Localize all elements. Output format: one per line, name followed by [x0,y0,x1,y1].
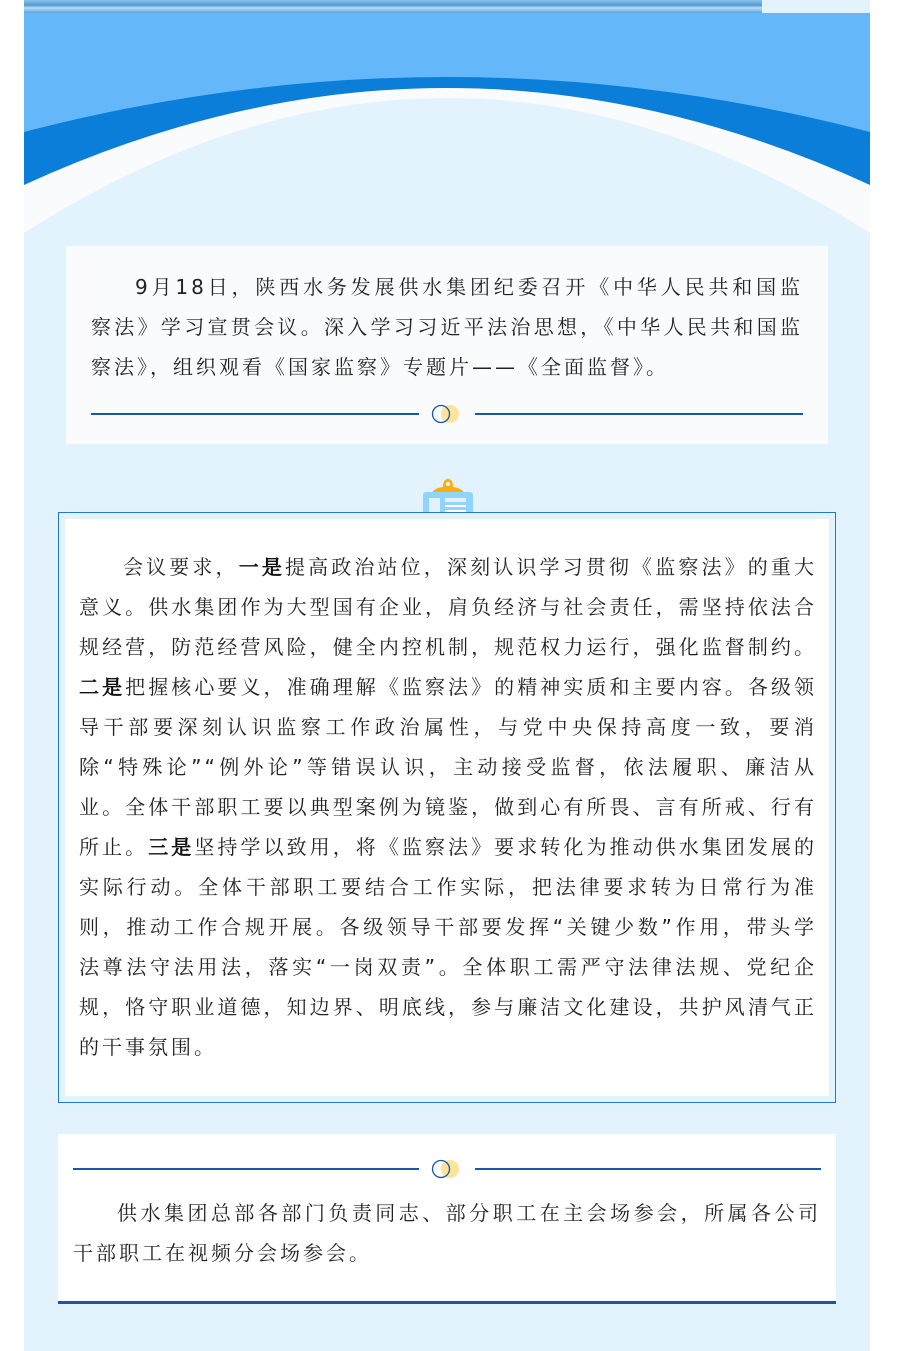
emphasis-label: 三是 [148,835,195,859]
text-segment: 坚持学以致用，将《监察法》要求转化为推动供水集团发展的实际行动。全体干部职工要结合工作实际，把法律要求转为日常行为准则，推动工作合规开展。各级领导干部要发挥“关键少数”作用，带头学法尊法守法用法，落实“一岗双责”。全体职工需严守法律法规、党纪企规，恪守职业道德，知边界、明底线，参与廉洁文化建设，共护风清气正的干事氛围。 [79,835,818,1059]
divider [91,402,803,426]
divider [73,1157,821,1181]
intro-text: 9月18日，陕西水务发展供水集团纪委召开《中华人民共和国监察法》学习宣贯会议。深入学习习近平法治思想，《中华人民共和国监察法》，组织观看《国家监察》专题片——《全面监督》。 [91,275,803,379]
header-water-strip [24,0,762,13]
requirements-card [58,512,836,1103]
double-circle-icon [431,1159,463,1179]
requirements-panel [65,519,829,1096]
attendance-text: 供水集团总部各部门负责同志、部分职工在主会场参会，所属各公司干部职工在视频分会场参会。 [73,1201,821,1265]
text-segment: 把握核心要义，准确理解《监察法》的精神实质和主要内容。各级领导干部要深刻认识监察工作政治属性，与党中央保持高度一致，要消除“特殊论”“例外论”等错误认识，主动接受监督，依法履职、廉洁从业。全体干部职工要以典型案例为镜鉴，做到心有所畏、言有所戒、行有所止。 [79,675,818,859]
double-circle-icon [431,404,463,424]
text-segment: 提高政治站位，深刻认识学习贯彻《监察法》的重大意义。供水集团作为大型国有企业，肩负经济与社会责任，需坚持依法合规经营，防范经营风险，健全内控机制，规范权力运行，强化监督制约。 [79,555,818,659]
intro-card [66,246,828,444]
emphasis-label: 二是 [79,675,126,699]
text-segment: 会议要求， [123,555,239,579]
attendance-card [58,1134,836,1304]
requirements-text [79,547,817,1067]
emphasis-label: 一是 [238,555,285,579]
header-arc-banner [24,13,870,246]
